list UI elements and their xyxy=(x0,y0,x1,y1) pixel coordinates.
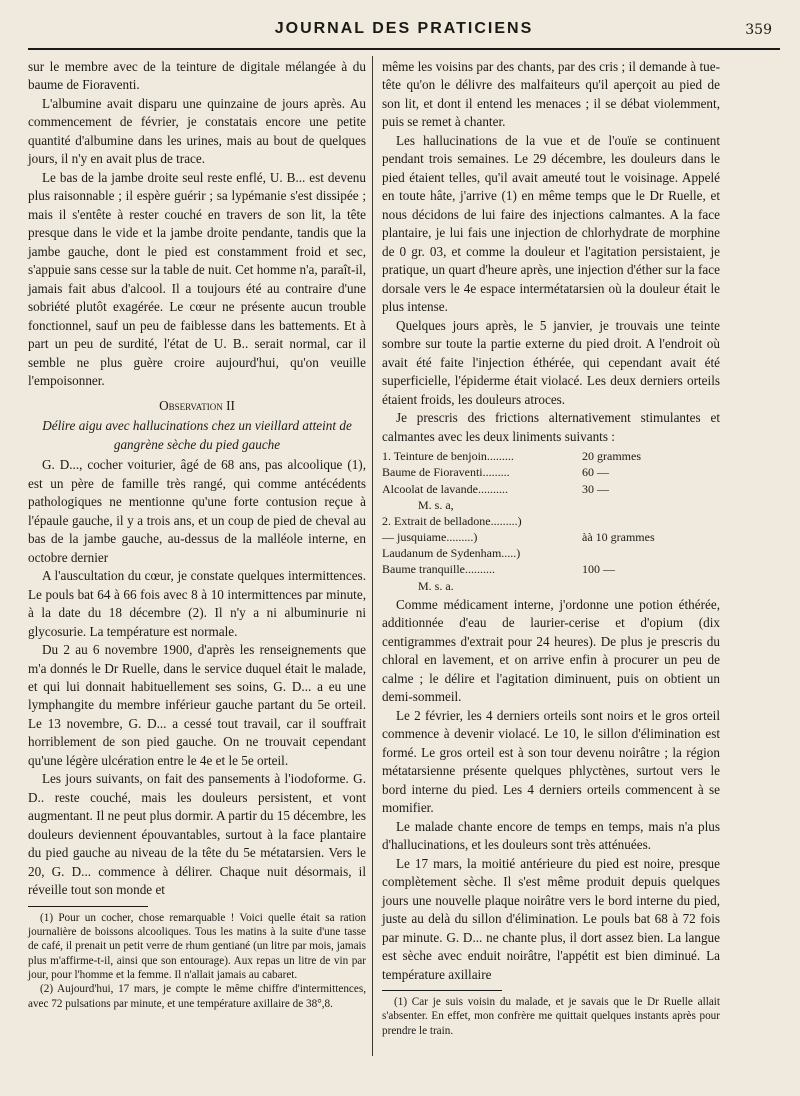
ingredient: Laudanum de Sydenham.....) xyxy=(382,546,521,561)
left-column xyxy=(28,58,366,1011)
prescription-line xyxy=(382,545,720,561)
paragraph: Quelques jours après, le 5 janvier, je trouvais une teinte sombre sur toute la partie externe du pied droit. A l'endroit où avait été faite l'injection éthérée, qui cependant avait été superficielle, l'épiderme était violacé. Les deux derniers orteils étaient froids, les douleurs atroces. xyxy=(382,317,720,407)
ingredient: Alcoolat de lavande.......... xyxy=(382,481,508,496)
paragraph: Comme médicament interne, j'ordonne une potion éthérée, additionnée d'eau de laurier-cerise et d'opium (dix centigrammes d'extrait pour 24 heures). De plus je prescris du chloral en lavement, et on arrive enfin à procurer un peu de calme ; le délire et l'agitation diminuent, puis on obtient un demi-sommeil. xyxy=(382,596,720,705)
paragraph: Le malade chante encore de temps en temps, mais n'a plus d'hallucinations, et les douleurs sont très atténuées. xyxy=(382,818,720,853)
running-header xyxy=(28,18,780,50)
quantity: àà 10 grammes xyxy=(582,530,655,545)
paragraph: A l'auscultation du cœur, je constate quelques intermittences. Le pouls bat 64 à 66 fois avec 8 à 10 intermittences par minute, à la date du 18 décembre (2). Il n'y a ni albuminurie ni glycosurie. La température est normale. xyxy=(28,568,366,639)
prescription-block xyxy=(382,448,720,594)
footnote: (1) Car je suis voisin du malade, et je savais que le Dr Ruelle allait s'absenter. En effet, mon confrère me quittait quelques instants après pour prendre le train. xyxy=(382,996,720,1037)
paragraph: sur le membre avec de la teinture de digitale mélangée à du baume de Fioraventi. xyxy=(28,59,366,93)
paragraph: Les hallucinations de la vue et de l'ouïe se continuent pendant trois semaines. Le 29 décembre, les douleurs dans le pied étaient telles, qu'il avait ameuté tout le voisinage. Appelé en toute hâte, j'arrive (1) en même temps que le Dr Ruelle, et nous décidons de lui faire des injections calmantes. A la face plantaire, je lui fais une injection de chlorhydrate de morphine de 0 gr. 03, et comme la douleur et l'agitation persistaient, je pratique, un quart d'heure après, une injection d'éther sur la face dorsale vers le 4e espace intermétatarsien où la douleur était le plus intense. xyxy=(382,132,720,315)
paragraph: Le 2 février, les 4 derniers orteils sont noirs et le gros orteil commence à devenir violacé. Le 10, le sillon d'élimination est formé. Le gros orteil est à son tour devenu noirâtre ; la région métatarsienne présente quelques phlyctènes, surtout vers le bord interne du pied. Les 4 derniers orteils commencent à se momifier. xyxy=(382,707,720,816)
ingredient: Baume de Fioraventi......... xyxy=(382,465,510,480)
ingredient: 2. Extrait de belladone.........) xyxy=(382,513,522,528)
prescription-note: M. s. a, xyxy=(418,497,454,512)
prescription-note: M. s. a. xyxy=(418,578,454,593)
paragraph: G. D..., cocher voiturier, âgé de 68 ans, pas alcoolique (1), est un père de famille très rangé, qui comme antécédents pathologiques ne mentionne qu'une forte contusion reçue à l'épaule gauche, il y a trois ans, et un coup de pied de cheval au bas de la jambe gauche, au-dessus de la malléole interne, en octobre dernier xyxy=(28,457,366,565)
quantity: 20 grammes xyxy=(582,449,641,464)
quantity: 60 — xyxy=(582,465,609,480)
footnote-rule xyxy=(28,906,148,907)
journal-title: JOURNAL DES PRATICIENS xyxy=(274,20,534,37)
right-column xyxy=(382,58,720,1038)
paragraph: Le 17 mars, la moitié antérieure du pied est noire, presque complètement sèche. Il s'est même produit depuis quelques jours une nouvelle plaque noirâtre vers le bord interne du pied, juste au delà du sillon d'élimination. Le pouls bat 68 à 72 fois par minute. G. D... ne chante plus, il dort assez bien. La langue est sèche avec enduit noirâtre, l'appétit est bien diminué. La température axillaire xyxy=(382,855,720,982)
quantity: 30 — xyxy=(582,481,609,496)
prescription-line xyxy=(382,464,720,480)
paragraph: L'albumine avait disparu une quinzaine de jours après. Au commencement de février, je constatais encore une petite quantité d'albumine dans les urines, mais au bout de quelques jours, il n'y en avait plus de trace. xyxy=(28,95,366,167)
ingredient: Baume tranquille.......... xyxy=(382,562,495,577)
ingredient: 1. Teinture de benjoin......... xyxy=(382,449,514,464)
page-number: 359 xyxy=(745,22,772,38)
quantity: 100 — xyxy=(582,562,615,577)
prescription-line xyxy=(382,448,720,464)
paragraph: Le bas de la jambe droite seul reste enflé, U. B... est devenu plus raisonnable ; il espère guérir ; sa lypémanie s'est dissipée ; mais il s'entête à rester couché en travers de son lit, la tête presque dans le vide et la jambe droite pendante, tandis que la jambe gauche, dont le pied est constamment froid et sec, s'appuie sans cesse sur la table de nuit. Cet homme n'a, paraît-il, jamais fait abus d'alcool. Il a toujours été au contraire d'une sobriété plutôt exagérée. Le cœur ne présente aucun trouble fonctionnel, sauf un peu de faiblesse dans les battements. Et à part un peu de surdité, l'état de U. B.. serait normal, car il semble ne plus guère croire aujourd'hui, qu'on veuille l'empoisonner. xyxy=(28,169,367,389)
footnote-rule xyxy=(382,990,502,991)
paragraph: Du 2 au 6 novembre 1900, d'après les renseignements que m'a donnés le Dr Ruelle, dans le service duquel était le malade, et qui lui donnait habituellement ses soins, G. D... a eu une lymphangite du membre inférieur gauche partant du 5e orteil. Le 13 novembre, G. D... a cessé tout travail, car il souffrait horriblement de son pied gauche. On ne trouvait cependant qu'une légère ulcération entre le 4e et le 5e orteil. xyxy=(28,642,366,768)
paragraph: Je prescris des frictions alternativement stimulantes et calmantes avec les deux liniments suivants : xyxy=(382,410,720,444)
prescription-line xyxy=(382,561,720,577)
observation-title: Observation II xyxy=(159,397,235,413)
column-divider xyxy=(372,56,373,1056)
observation-subtitle: Délire aigu avec hallucinations chez un vieillard atteint de gangrène sèche du pied gauche xyxy=(42,418,352,452)
footnote: (1) Pour un cocher, chose remarquable ! Voici quelle était sa ration journalière de boissons alcooliques. Tous les matins à la suite d'une tasse de café, il prenait un petit verre de rhum gentiané (un litre par mois, jamais plus m'affirme-t-il, ainsi que son entourage). Aux repas un litre de vin par jour, pour l'homme et la femme. Il n'allait jamais au cabaret. xyxy=(28,911,366,982)
paragraph: même les voisins par des chants, par des cris ; il demande à tue-tête qu'on le délivre des malfaiteurs qu'il aperçoit au pied de son lit, et dont il entend les menaces ; il se débat violemment, puis se remet à chanter. xyxy=(382,59,720,130)
paragraph: Les jours suivants, on fait des pansements à l'iodoforme. G. D.. reste couché, mais les douleurs persistent, et vont augmentant. Il ne peut plus dormir. A partir du 15 décembre, les douleurs deviennent épouvantables, surtout à la face plantaire du pied gauche au niveau de la tête du 5e métatarsien. Vers le 20, G. D... commence à délirer. Chaque nuit désormais, il réveille tout son monde et xyxy=(28,771,366,898)
ingredient: — jusquiame.........) xyxy=(382,530,478,545)
prescription-line xyxy=(382,529,720,545)
footnote: (2) Aujourd'hui, 17 mars, je compte le même chiffre d'intermittences, avec 72 pulsations par minute, et une température axillaire de 38°,8. xyxy=(28,983,366,1010)
prescription-line xyxy=(382,481,720,497)
prescription-line xyxy=(382,513,720,529)
